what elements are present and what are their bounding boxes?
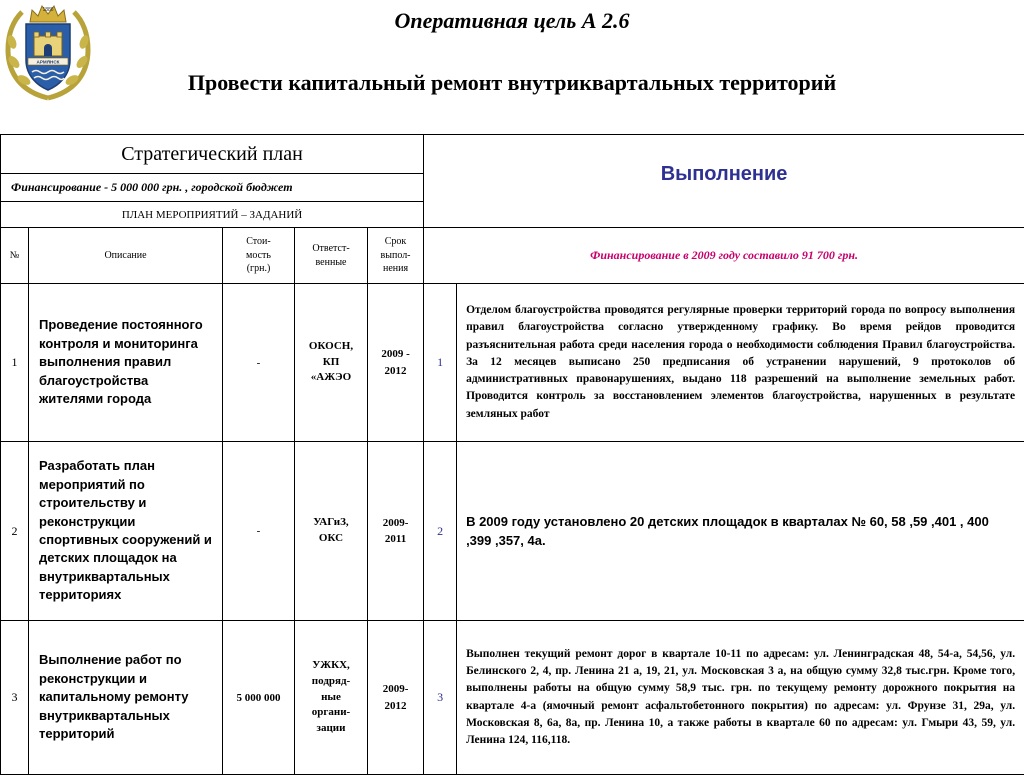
row-number: 1 bbox=[1, 284, 29, 442]
logo-name: АРМЯНСК bbox=[37, 60, 60, 65]
row-execution-number: 2 bbox=[424, 442, 457, 621]
strategic-plan-header: Стратегический план bbox=[1, 135, 424, 174]
row-description: Разработать план мероприятий по строительству и реконструкции спортивных сооружений и детских площадок на внутриквартальных территориях bbox=[29, 442, 223, 621]
col-cost-header: Стои- мость (грн.) bbox=[223, 228, 295, 284]
row-execution-number: 3 bbox=[424, 621, 457, 775]
logo-year: 1886 bbox=[42, 7, 53, 13]
row-number: 2 bbox=[1, 442, 29, 621]
table-row bbox=[1, 621, 1024, 775]
execution-header: Выполнение bbox=[424, 135, 1024, 228]
row-term: 2009- 2011 bbox=[368, 442, 424, 621]
row-execution-number: 1 bbox=[424, 284, 457, 442]
row-responsible: ОКОСН, КП «АЖЭО bbox=[295, 284, 368, 442]
row-execution: Выполнен текущий ремонт дорог в квартале 10-11 по адресам: ул. Ленинградская 48, 54-а, 54,56, ул. Белинского 2, 4, пр. Ленина 21 а, 19, 21, ул. Московская 3 а, на общую сумму 32,8 тыс.грн. Кроме того, выполнены работы на общую сумму 58,9 тыс. грн. по текущему ремонту дорожного покрытия на квартале 4-а (ямочный ремонт асфальтобетонного покрытия) по адресам: ул. Фрунзе 31, 29а, ул. Московская 8, 6а, 8а, пр. Ленина 10, а также работы в квартале 60 по адресам: ул. Гмыри 43, 59, ул. Ленина 124, 116,118. bbox=[457, 621, 1024, 775]
row-execution: Отделом благоустройства проводятся регулярные проверки территорий города по вопросу выполнения правил благоустройства согласно утвержденному графику. Во время рейдов проводится разъяснительная работа среди населения города о необходимости соблюдения Правил благоустройства. За 12 месяцев выписано 250 предписания об устранении нарушений, 9 протоколов об административных правонарушениях, выдано 118 разрешений на выполнение земельных работ. Проводится контроль за восстановлением элементов благоустройства, нарушенных в результате земляных работ bbox=[457, 284, 1024, 442]
row-responsible: УАГиЗ, ОКС bbox=[295, 442, 368, 621]
row-execution: В 2009 году установлено 20 детских площадок в кварталах № 60, 58 ,59 ,401 , 400 ,399 ,357, 4а. bbox=[457, 442, 1024, 621]
row-description: Проведение постоянного контроля и мониторинга выполнения правил благоустройства жителями города bbox=[29, 284, 223, 442]
row-description: Выполнение работ по реконструкции и капитальному ремонту внутриквартальных территорий bbox=[29, 621, 223, 775]
row-cost: - bbox=[223, 284, 295, 442]
table-row bbox=[1, 284, 1024, 442]
row-responsible: УЖКХ, подряд- ные органи- зации bbox=[295, 621, 368, 775]
col-description-header: Описание bbox=[29, 228, 223, 284]
financing-row: Финансирование - 5 000 000 грн. , городской бюджет bbox=[1, 174, 424, 202]
strategic-plan-table bbox=[0, 134, 1024, 775]
row-term: 2009 - 2012 bbox=[368, 284, 424, 442]
plan-tasks-header: ПЛАН МЕРОПРИЯТИЙ – ЗАДАНИЙ bbox=[1, 202, 424, 228]
financing-2009: Финансирование в 2009 году составило 91 700 грн. bbox=[424, 228, 1024, 284]
page-title: Провести капитальный ремонт внутриквартальных территорий bbox=[0, 70, 1024, 96]
row-term: 2009- 2012 bbox=[368, 621, 424, 775]
row-number: 3 bbox=[1, 621, 29, 775]
col-responsible-header: Ответст- венные bbox=[295, 228, 368, 284]
row-cost: 5 000 000 bbox=[223, 621, 295, 775]
table-row bbox=[1, 442, 1024, 621]
col-num-header: № bbox=[1, 228, 29, 284]
operational-goal-title: Оперативная цель А 2.6 bbox=[0, 8, 1024, 34]
row-cost: - bbox=[223, 442, 295, 621]
col-term-header: Срок выпол- нения bbox=[368, 228, 424, 284]
